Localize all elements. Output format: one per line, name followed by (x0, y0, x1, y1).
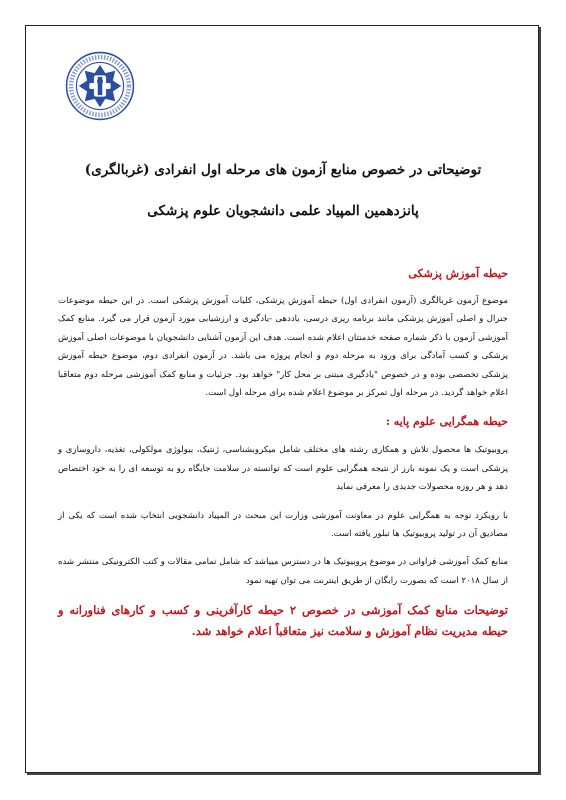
page-title: توضیحاتی در خصوص منابع آزمون های مرحله اول انفرادی (غربالگری) (84, 162, 482, 178)
section-heading-basic-sciences: حیطه همگرایی علوم پایه : (385, 415, 508, 429)
paragraph-medical-education: موضوع آزمون غربالگری (آزمون انفرادی اول) حیطه آموزش پزشکی، کلیات آموزش پزشکی است. در این حیطه موضوعات جنرال و اصلی آموزش پزشکی مانند برنامه ریزی درسی، یاددهی -یادگیری و ارزشیابی مورد آزمون قرار می گیرد. منابع کمک آموزشی آزمون با ذکر شماره صفحه خدمتتان اعلام شده است. هدف این آزمون آشنایی دانشجویان با موضوعات اصلی آموزش پزشکی و کسب آمادگی برای ورود به مرحله دوم و انجام پروژه می باشد. در آزمون انفرادی دوم، موضوع حیطه آموزش پزشکی تخصصی بوده و در خصوص "یادگیری مبتنی بر محل کار" خواهد بود. جزئیات و منابع کمک آموزشی مرحله دوم متعاقبا اعلام خواهد گردید. در مرحله اول تمرکز بر موضوع اعلام شده برای مرحله اول است. (58, 296, 508, 399)
paragraph-probiotics-approach: با رویکرد توجه به همگرایی علوم در معاونت آموزشی وزارت این مبحث در المپیاد دانشجویی انتخاب شده است که یکی از مصادیق آن در تولید پروبیوتیک ها تبلور یافته است. (58, 510, 508, 540)
paragraph-probiotics-intro: پروبیوتیک ها محصول تلاش و همکاری رشته های مختلف شامل میکروبشناسی، ژنتیک، بیولوژی مولکولی، تغذیه، داروسازی و پزشکی است و یک نمونه بارز از نتیجه همگرایی علوم است که توانسته در سلامت جایگاه رو به توسعه ای را به خود اختصاص دهد و هر روزه محصولات جدیدی را معرفی نماید (58, 445, 508, 493)
document-body (58, 160, 508, 642)
olympiad-emblem-icon (62, 48, 138, 124)
page-subtitle: پانزدهمین المپیاد علمی دانشجویان علوم پزشکی (147, 203, 419, 219)
footer-note: توضیحات منابع کمک آموزشی در خصوص ۲ حیطه کارآفرینی و کسب و کارهای فناورانه و حیطه مدیریت نظام آموزش و سلامت نیز متعاقباً اعلام خواهد شد. (58, 603, 508, 639)
section-heading-medical-education: حیطه آموزش پزشکی (408, 267, 508, 280)
paragraph-probiotics-resources: منابع کمک آموزشی فراوانی در موضوع پروبیوتیک ها در دسترس میباشد که شامل تمامی مقالات و کتب الکترونیکی منتشر شده از سال ۲۰۱۸ است که بصورت رایگان از طریق اینترنت می توان تهیه نمود (58, 557, 508, 586)
